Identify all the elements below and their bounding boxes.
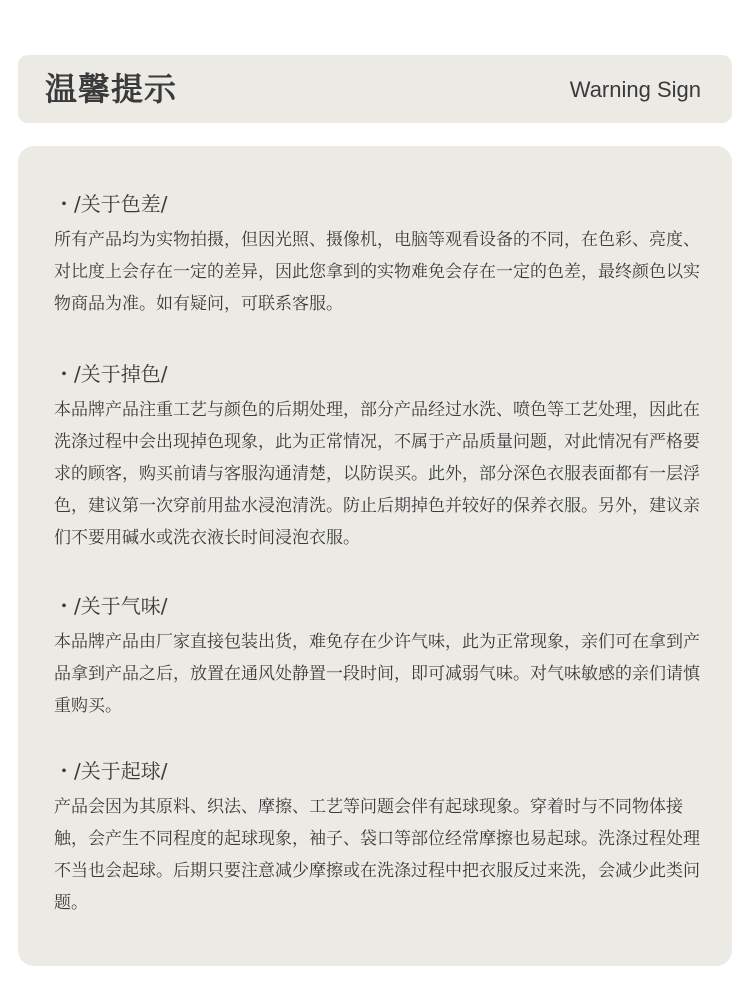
page-title: 温馨提示 xyxy=(45,70,178,108)
section-heading: ・/关于起球/ xyxy=(54,759,168,783)
section-body: 本品牌产品注重工艺与颜色的后期处理，部分产品经过水洗、喷色等工艺处理，因此在洗涤过程中会出现掉色现象，此为正常情况，不属于产品质量问题，对此情况有严格要求的顾客，购买前请与客服沟通清楚，以防误买。此外，部分深色衣服表面都有一层浮色，建议第一次穿前用盐水浸泡清洗。防止后期掉色并较好的保养衣服。另外，建议亲们不要用碱水或洗衣液长时间浸泡衣服。 xyxy=(54,400,700,548)
section-color-fading xyxy=(54,360,714,554)
notice-panel xyxy=(18,146,732,966)
section-heading: ・/关于掉色/ xyxy=(54,362,168,386)
section-pilling xyxy=(54,757,714,919)
section-body: 本品牌产品由厂家直接包装出货，难免存在少许气味，此为正常现象，亲们可在拿到产品拿到产品之后，放置在通风处静置一段时间，即可减弱气味。对气味敏感的亲们请慎重购买。 xyxy=(54,632,700,716)
section-heading: ・/关于色差/ xyxy=(54,192,168,216)
header-bar xyxy=(18,55,732,123)
section-body: 所有产品均为实物拍摄，但因光照、摄像机，电脑等观看设备的不同，在色彩、亮度、对比度上会存在一定的差异，因此您拿到的实物难免会存在一定的色差，最终颜色以实物商品为准。如有疑问，可联系客服。 xyxy=(54,230,700,314)
section-odor xyxy=(54,592,714,722)
section-body: 产品会因为其原料、织法、摩擦、工艺等问题会伴有起球现象。穿着时与不同物体接触，会产生不同程度的起球现象，袖子、袋口等部位经常摩擦也易起球。洗涤过程处理不当也会起球。后期只要注意减少摩擦或在洗涤过程中把衣服反过来洗，会减少此类问题。 xyxy=(54,797,700,913)
section-heading: ・/关于气味/ xyxy=(54,594,168,618)
page-subtitle: Warning Sign xyxy=(569,77,701,102)
section-color-difference xyxy=(54,190,714,320)
